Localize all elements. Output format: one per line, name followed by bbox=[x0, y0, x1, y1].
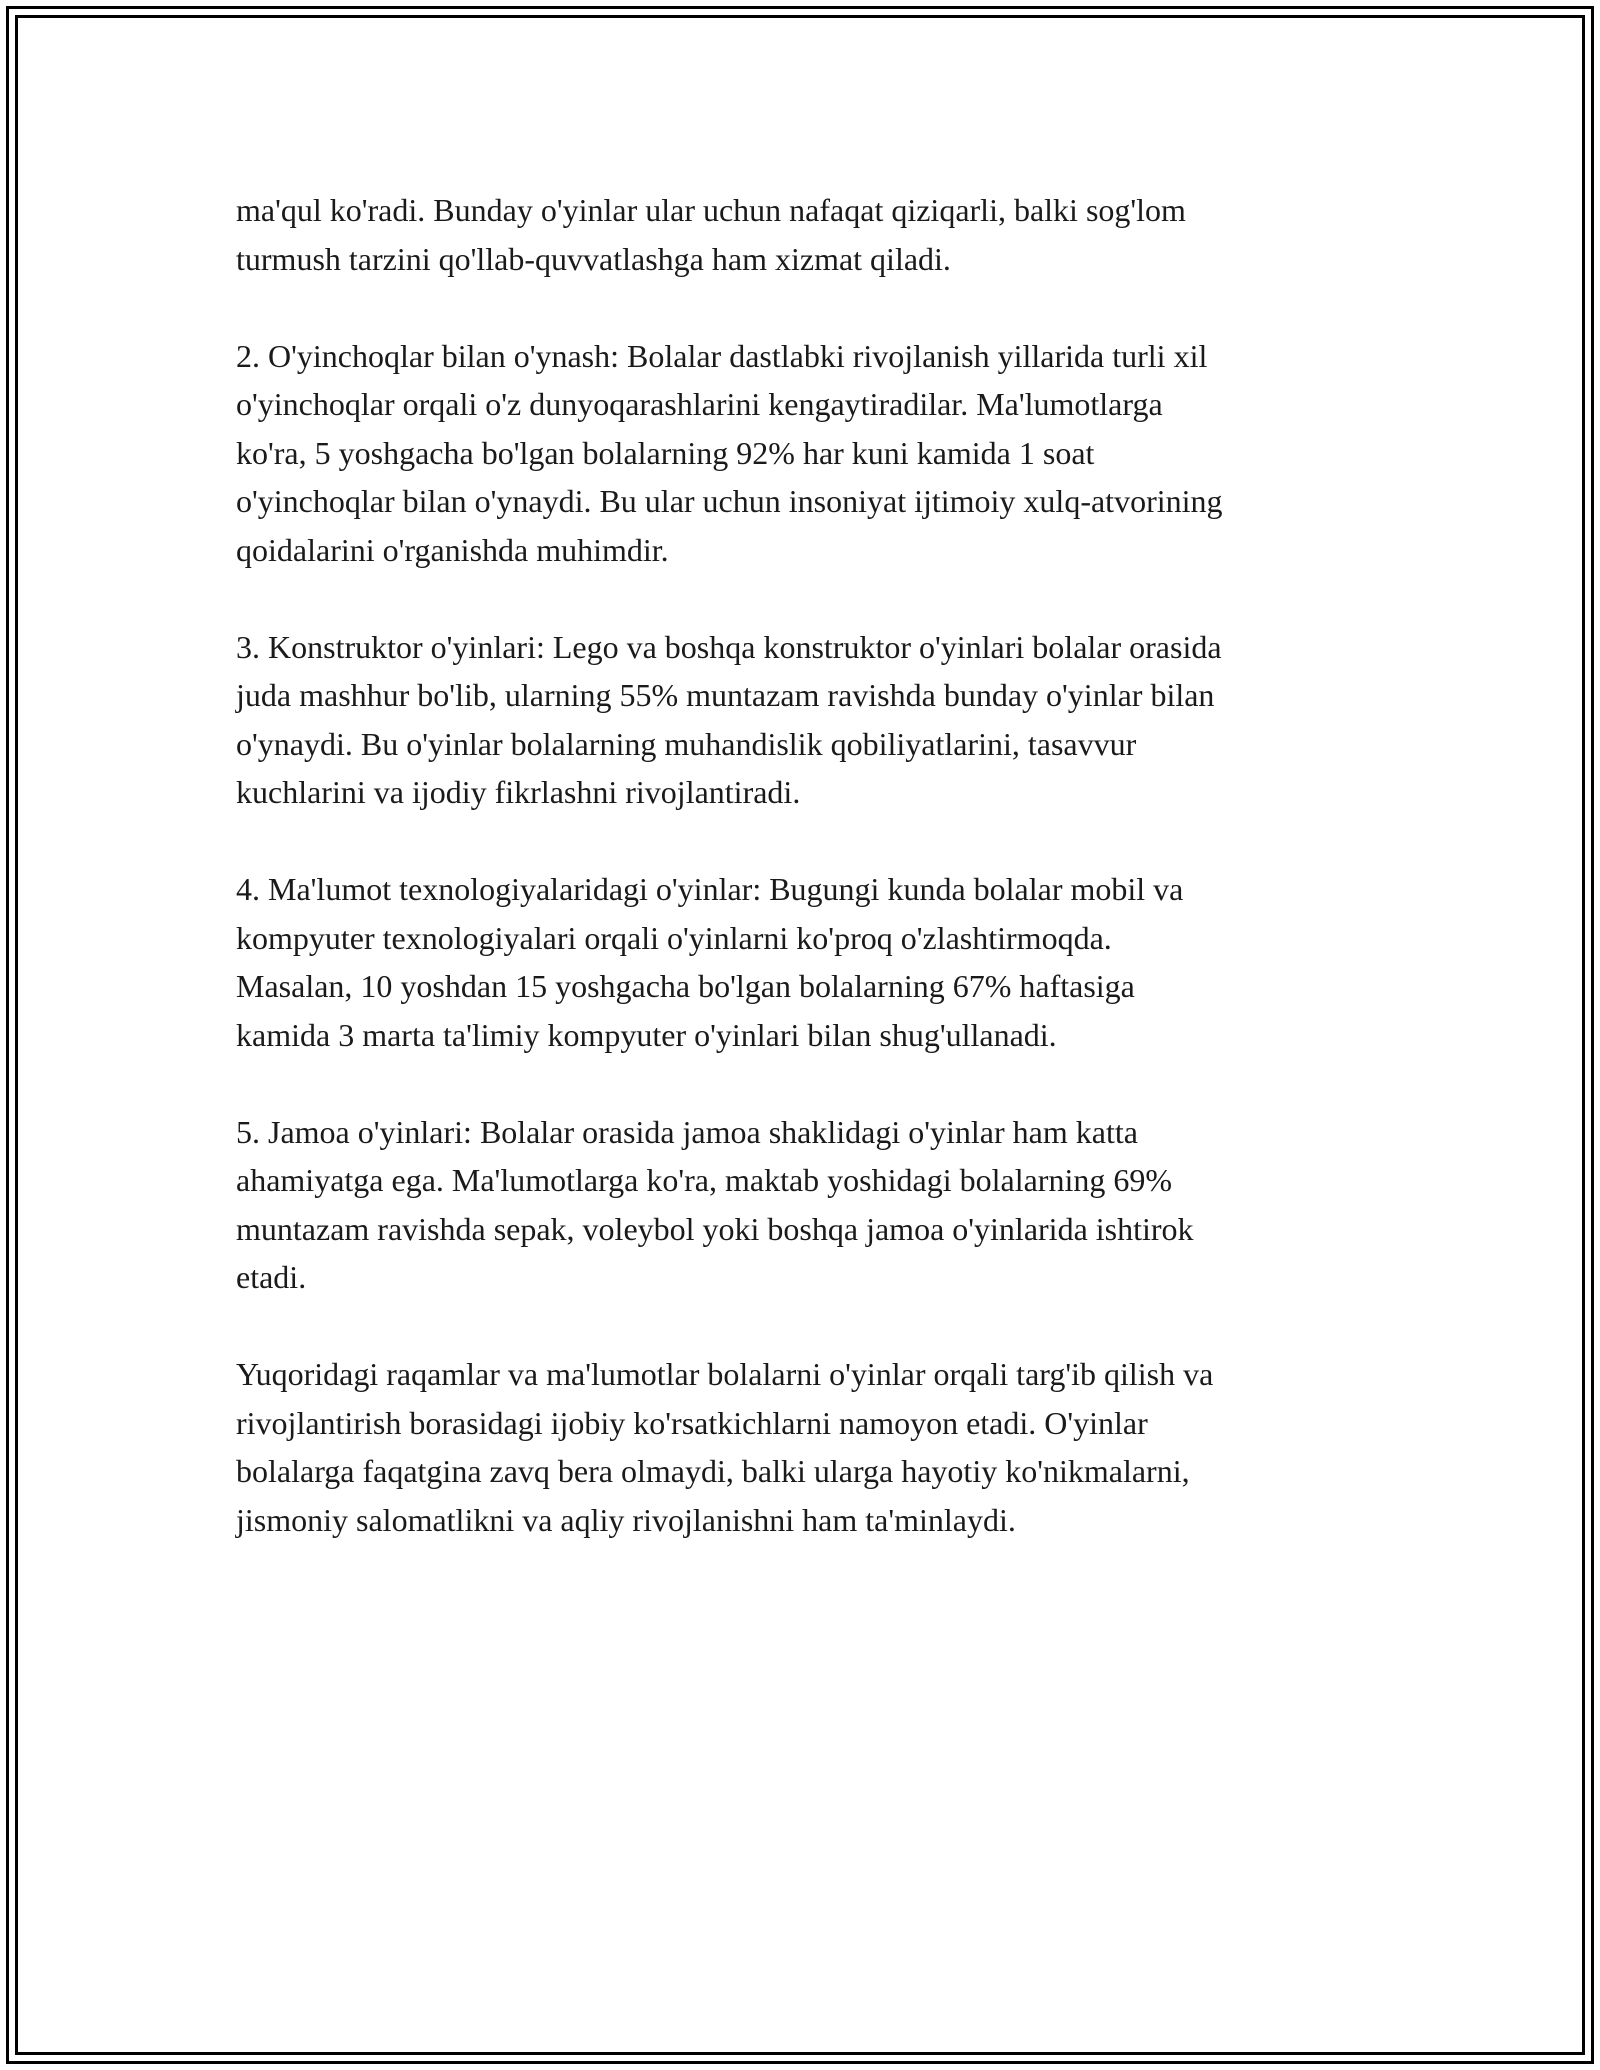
paragraph-team-games: 5. Jamoa o'yinlari: Bolalar orasida jamoa shaklidagi o'yinlar ham katta ahamiyatga ega. Ma'lumotlarga ko'ra, maktab yoshidagi bolalarning 69% muntazam ravishda sepak, voleybol yoki boshqa jamoa o'yinlarida ishtirok etadi. bbox=[236, 1113, 1194, 1295]
document-body bbox=[236, 186, 1386, 1593]
paragraph-toys: 2. O'yinchoqlar bilan o'ynash: Bolalar dastlabki rivojlanish yillarida turli xil o'yinchoqlar orqali o'z dunyoqarashlarini kengaytiradilar. Ma'lumotlarga ko'ra, 5 yoshgacha bo'lgan bolalarning 92% har kuni kamida 1 soat o'yinchoqlar bilan o'ynaydi. Bu ular uchun insoniyat ijtimoiy xulq-atvorining qoidalarini o'rganishda muhimdir. bbox=[236, 337, 1223, 568]
paragraph-intro-continuation: ma'qul ko'radi. Bunday o'yinlar ular uchun nafaqat qiziqarli, balki sog'lom turmush tarzini qo'llab-quvvatlashga ham xizmat qiladi. bbox=[236, 192, 1186, 277]
paragraph-construction-games: 3. Konstruktor o'yinlari: Lego va boshqa konstruktor o'yinlari bolalar orasida juda mashhur bo'lib, ularning 55% muntazam ravishda bunday o'yinlar bilan o'ynaydi. Bu o'yinlar bolalarning muhandislik qobiliyatlarini, tasavvur kuchlarini va ijodiy fikrlashni rivojlantiradi. bbox=[236, 628, 1222, 810]
paragraph-technology-games: 4. Ma'lumot texnologiyalaridagi o'yinlar: Bugungi kunda bolalar mobil va kompyuter texnologiyalari orqali o'yinlarni ko'proq o'zlashtirmoqda. Masalan, 10 yoshdan 15 yoshgacha bo'lgan bolalarning 67% haftasiga kamida 3 marta ta'limiy kompyuter o'yinlari bilan shug'ullanadi. bbox=[236, 871, 1184, 1053]
paragraph-conclusion: Yuqoridagi raqamlar va ma'lumotlar bolalarni o'yinlar orqali targ'ib qilish va rivojlantirish borasidagi ijobiy ko'rsatkichlarni namoyon etadi. O'yinlar bolalarga faqatgina zavq bera olmaydi, balki ularga hayotiy ko'nikmalarni, jismoniy salomatlikni va aqliy rivojlanishni ham ta'minlaydi. bbox=[236, 1356, 1214, 1538]
